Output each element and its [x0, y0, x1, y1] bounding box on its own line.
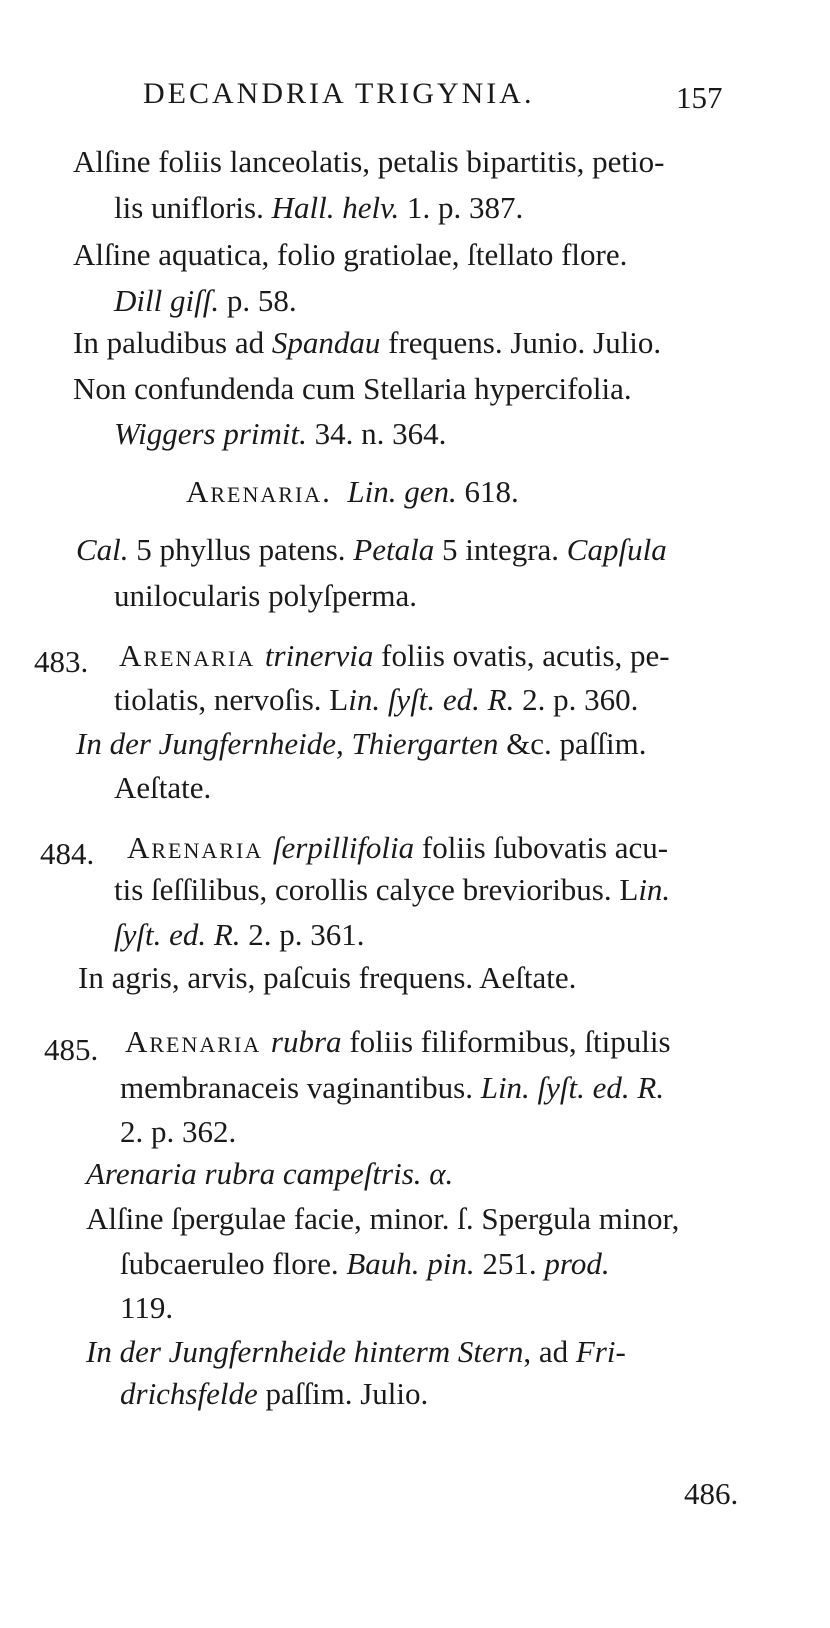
habitat-line: In paludibus ad Spandau frequens. Junio. Julio. [73, 325, 662, 360]
synonym-line: lis unifloris. Hall. helv. 1. p. 387. [114, 190, 524, 225]
habitat-line: In agris, arvis, paſcuis frequens. Aeſtate. [78, 960, 577, 995]
catchword: 486. [684, 1476, 739, 1511]
page-number: 157 [676, 80, 723, 115]
habitat-line: In der Jungfernheide, Thiergarten &c. paſſim. [76, 726, 647, 761]
synonym-line: ſubcaeruleo flore. Bauh. pin. 251. prod. [120, 1246, 610, 1281]
genus-character-line: Cal. 5 phyllus patens. Petala 5 integra. Capſula [76, 532, 667, 567]
species-line: Arenaria rubra foliis filiformibus, ſtipulis [125, 1024, 671, 1059]
species-line: 2. p. 362. [120, 1114, 237, 1149]
species-line: tis ſeſſilibus, corollis calyce brevioribus. Lin. [114, 872, 671, 907]
synonym-line: Alſine foliis lanceolatis, petalis bipartitis, petio- [73, 144, 665, 179]
synonym-line: 119. [120, 1290, 174, 1325]
species-line: Arenaria ſerpillifolia foliis ſubovatis acu- [127, 830, 669, 865]
entry-number: 485. [44, 1032, 99, 1067]
synonym-line: Alſine ſpergulae facie, minor. ſ. Spergula minor, [86, 1201, 680, 1236]
species-line: membranaceis vaginantibus. Lin. ſyſt. ed. R. [120, 1070, 665, 1105]
note-line: Non confundenda cum Stellaria hypercifolia. [73, 371, 632, 406]
running-header-title: DECANDRIA TRIGYNIA. [143, 77, 535, 110]
season-line: Aeſtate. [114, 770, 212, 805]
species-line: tiolatis, nervoſis. Lin. ſyſt. ed. R. 2. p. 360. [114, 682, 639, 717]
habitat-line: drichsfelde paſſim. Julio. [120, 1376, 429, 1411]
variety-line: Arenaria rubra campeſtris. α. [86, 1156, 454, 1191]
genus-heading: Arenaria. Lin. gen. 618. [186, 474, 519, 509]
reference-line: Wiggers primit. 34. n. 364. [114, 416, 447, 451]
species-line: ſyſt. ed. R. 2. p. 361. [114, 917, 365, 952]
synonym-line: Dill giſſ. p. 58. [114, 283, 297, 318]
species-line: Arenaria trinervia foliis ovatis, acutis, pe- [119, 638, 670, 673]
entry-number: 484. [40, 836, 95, 871]
entry-number: 483. [34, 644, 89, 679]
genus-character-line: unilocularis polyſperma. [114, 578, 418, 613]
habitat-line: In der Jungfernheide hinterm Stern, ad Fri- [86, 1334, 626, 1369]
synonym-line: Alſine aquatica, folio gratiolae, ſtellato flore. [73, 237, 628, 272]
